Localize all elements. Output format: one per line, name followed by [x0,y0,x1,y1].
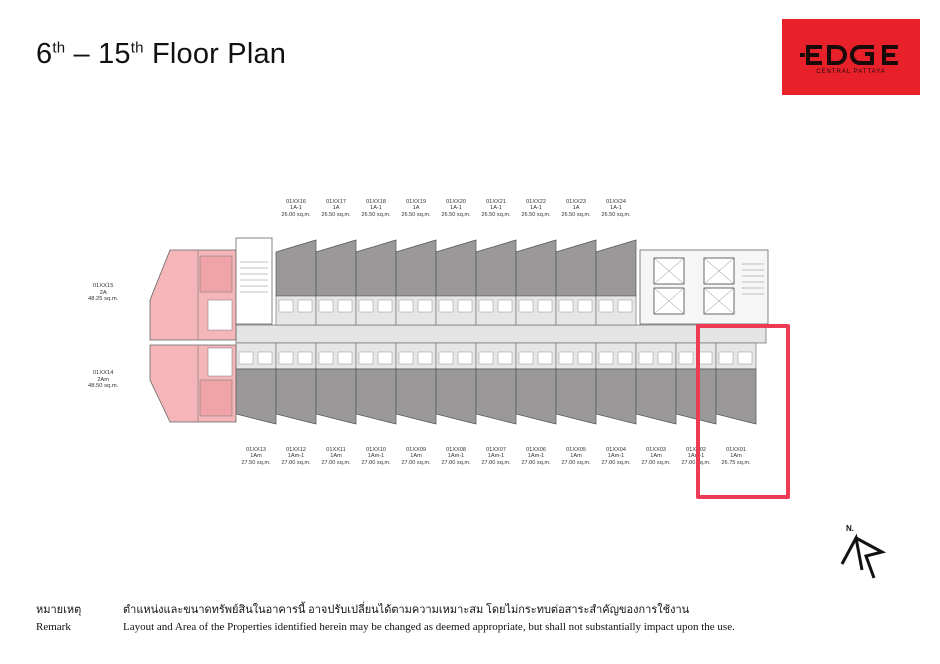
unit-01xx05 [556,343,596,424]
highlight-box [696,324,790,499]
stair-core-west [236,238,272,324]
logo-subtitle: CENTRAL PATTAYA [816,69,886,75]
unit-label-area: 26.50 sq.m. [401,211,431,218]
unit-label-type: 1Am-1 [447,453,465,460]
east-core [640,250,768,324]
unit-label-area: 26.50 sq.m. [441,211,471,218]
unit-01xx22 [516,240,556,325]
unit-label-code: 01XX18 [366,199,386,205]
unit-label-area: 27.00 sq.m. [361,459,391,466]
unit-label-type: 1Am-1 [487,453,505,460]
unit-label-code: 01XX06 [526,447,546,453]
unit-01xx07 [476,343,516,424]
north-arrow-icon [834,522,890,582]
unit-01xx23 [556,240,596,325]
unit-label-type: 1Am-1 [367,453,385,460]
bottom-unit-row [236,343,756,424]
unit-label-code: 01XX20 [446,199,466,205]
unit-01xx21 [476,240,516,325]
unit-label-code: 01XX12 [286,447,306,453]
unit-label-area: 27.50 sq.m. [241,459,271,466]
unit-label-code: 01XX04 [606,447,626,453]
remarks [36,600,735,636]
unit-01xx12 [276,343,316,424]
page-title: 6th – 15th Floor Plan [36,38,287,70]
unit-label-code: 01XX21 [486,199,506,205]
unit-label-type: 1A-1 [490,205,502,212]
unit-label-type: 1Am [330,453,342,460]
unit-label-type: 1Am [250,453,262,460]
unit-label-area: 26.50 sq.m. [601,211,631,218]
unit-label-area: 27.00 sq.m. [561,459,591,466]
unit-label-code: 01XX24 [606,199,626,205]
corridor [236,325,766,343]
unit-label-area: 27.00 sq.m. [681,459,711,466]
unit-label-code: 01XX17 [326,199,346,205]
unit-label-01xx15: 01XX15 2A 48.25 sq.m. [88,283,119,303]
unit-label-code: 01XX07 [486,447,506,453]
unit-label-code: 01XX13 [246,447,266,453]
unit-01xx10 [356,343,396,424]
unit-01xx09 [396,343,436,424]
unit-label-area: 27.00 sq.m. [481,459,511,466]
north-label: N. [846,524,854,533]
unit-label-type: 1Am-1 [527,453,545,460]
unit-label-area: 26.50 sq.m. [521,211,551,218]
unit-label-type: 1A-1 [610,205,622,212]
unit-label-code: 01XX16 [286,199,306,205]
remark-key-thai: หมายเหตุ [36,604,82,616]
unit-01xx08 [436,343,476,424]
unit-label-area: 27.00 sq.m. [601,459,631,466]
unit-label-type: 1A [412,205,420,212]
unit-01xx24 [596,240,636,325]
unit-01xx03 [636,343,676,424]
unit-label-area: 26.50 sq.m. [321,211,351,218]
unit-label-type: 1Am-1 [687,453,705,460]
unit-label-type: 1Am [410,453,422,460]
unit-01xx19 [396,240,436,325]
unit-label-area: 26.75 sq.m. [721,459,751,466]
unit-label-type: 1Am [570,453,582,460]
unit-label-area: 26.50 sq.m. [481,211,511,218]
unit-01xx13 [236,343,276,424]
unit-label-type: 1A-1 [290,205,302,212]
unit-label-01xx14: 01XX14 2Am 48.50 sq.m. [88,370,119,390]
unit-01xx17 [316,240,356,325]
unit-label-code: 01XX08 [446,447,466,453]
unit-01xx11 [316,343,356,424]
unit-label-area: 27.00 sq.m. [641,459,671,466]
remark-key-en: Remark [36,621,71,633]
unit-label-code: 01XX02 [686,447,706,453]
unit-01xx04 [596,343,636,424]
unit-label-type: 1Am [650,453,662,460]
unit-label-area: 27.00 sq.m. [321,459,351,466]
unit-label-code: 01XX03 [646,447,666,453]
remark-text-en: Layout and Area of the Properties identified herein may be changed as deemed appropriate, but shall not substantially impact upon the use. [123,621,735,633]
unit-label-area: 27.00 sq.m. [281,459,311,466]
unit-label-code: 01XX10 [366,447,386,453]
unit-label-code: 01XX23 [566,199,586,205]
unit-01xx06 [516,343,556,424]
unit-label-area: 27.00 sq.m. [441,459,471,466]
unit-label-type: 1A-1 [530,205,542,212]
unit-label-code: 01XX05 [566,447,586,453]
unit-label-code: 01XX01 [726,447,746,453]
remark-text-thai: ตำแหน่งและขนาดทรัพย์สินในอาคารนี้ อาจปรับเปลี่ยนได้ตามความเหมาะสม โดยไม่กระทบต่อสาระสำคัญของการใช้งาน [123,604,690,616]
unit-01xx18 [356,240,396,325]
unit-01xx20 [436,240,476,325]
unit-01xx16 [276,240,316,325]
unit-label-type: 1A-1 [450,205,462,212]
unit-label-code: 01XX11 [326,447,346,453]
unit-label-type: 1Am-1 [287,453,305,460]
unit-label-code: 01XX09 [406,447,426,453]
top-unit-row [276,240,636,325]
unit-label-type: 1A [572,205,580,212]
unit-label-type: 1A-1 [370,205,382,212]
unit-label-area: 27.00 sq.m. [401,459,431,466]
unit-label-area: 26.50 sq.m. [561,211,591,218]
unit-label-01xx24 [592,199,640,218]
unit-label-code: 01XX22 [526,199,546,205]
unit-label-type: 1Am [730,453,742,460]
unit-label-type: 1A [332,205,340,212]
unit-label-area: 27.00 sq.m. [521,459,551,466]
unit-label-area: 26.50 sq.m. [361,211,391,218]
unit-label-area: 26.00 sq.m. [281,211,311,218]
unit-label-type: 1Am-1 [607,453,625,460]
unit-label-code: 01XX19 [406,199,426,205]
